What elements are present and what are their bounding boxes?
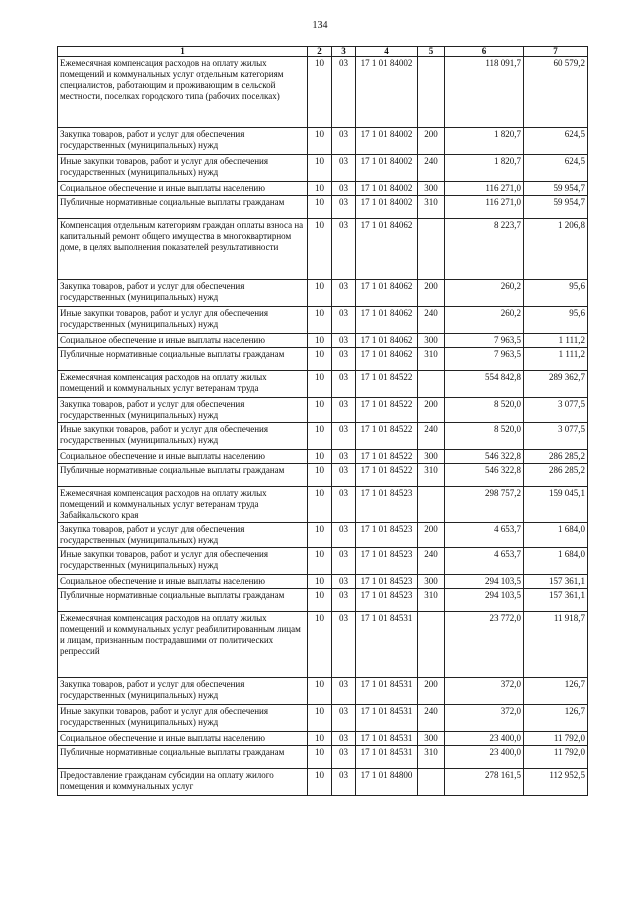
section-code: 10 — [308, 464, 332, 487]
subsection-code: 03 — [332, 732, 356, 746]
table-row — [58, 575, 588, 589]
expense-name: Социальное обеспечение и иные выплаты населению — [58, 182, 308, 196]
subsection-code: 03 — [332, 398, 356, 423]
section-code: 10 — [308, 487, 332, 523]
table-body — [58, 57, 588, 796]
column-header: 6 — [445, 47, 524, 57]
expense-type-code: 300 — [418, 575, 445, 589]
subsection-code: 03 — [332, 705, 356, 732]
subsection-code: 03 — [332, 450, 356, 464]
amount-col-6: 546 322,8 — [445, 450, 524, 464]
amount-col-7: 289 362,7 — [524, 371, 588, 398]
expense-name: Иные закупки товаров, работ и услуг для обеспечения государственных (муниципальных) нужд — [58, 548, 308, 575]
table-row — [58, 464, 588, 487]
subsection-code: 03 — [332, 678, 356, 705]
amount-col-7: 95,6 — [524, 307, 588, 334]
expense-type-code: 300 — [418, 334, 445, 348]
target-article-code: 17 1 01 84531 — [356, 746, 418, 769]
table-row — [58, 769, 588, 796]
expense-name: Ежемесячная компенсация расходов на оплату жилых помещений и коммунальных услуг реабилитированным лицам и лицам, признанным пострадавшими от политических репрессий — [58, 612, 308, 678]
amount-col-6: 294 103,5 — [445, 589, 524, 612]
expense-type-code: 200 — [418, 280, 445, 307]
amount-col-7: 1 684,0 — [524, 548, 588, 575]
expense-type-code — [418, 57, 445, 128]
amount-col-7: 11 792,0 — [524, 746, 588, 769]
column-header: 4 — [356, 47, 418, 57]
table-row — [58, 219, 588, 280]
expense-type-code — [418, 219, 445, 280]
amount-col-6: 116 271,0 — [445, 196, 524, 219]
target-article-code: 17 1 01 84002 — [356, 57, 418, 128]
amount-col-7: 95,6 — [524, 280, 588, 307]
page-number: 134 — [312, 20, 328, 31]
amount-col-7: 59 954,7 — [524, 182, 588, 196]
amount-col-6: 298 757,2 — [445, 487, 524, 523]
section-code: 10 — [308, 128, 332, 155]
table-row — [58, 548, 588, 575]
subsection-code: 03 — [332, 548, 356, 575]
subsection-code: 03 — [332, 612, 356, 678]
table-row — [58, 348, 588, 371]
expense-type-code: 300 — [418, 182, 445, 196]
expense-type-code: 310 — [418, 746, 445, 769]
expense-name: Закупка товаров, работ и услуг для обеспечения государственных (муниципальных) нужд — [58, 678, 308, 705]
subsection-code: 03 — [332, 155, 356, 182]
amount-col-6: 4 653,7 — [445, 523, 524, 548]
expense-name: Социальное обеспечение и иные выплаты населению — [58, 450, 308, 464]
expense-type-code: 310 — [418, 348, 445, 371]
budget-table — [57, 46, 588, 796]
expense-type-code: 300 — [418, 732, 445, 746]
section-code: 10 — [308, 371, 332, 398]
column-header: 2 — [308, 47, 332, 57]
amount-col-7: 286 285,2 — [524, 450, 588, 464]
target-article-code: 17 1 01 84531 — [356, 732, 418, 746]
expense-name: Социальное обеспечение и иные выплаты населению — [58, 732, 308, 746]
expense-name: Иные закупки товаров, работ и услуг для обеспечения государственных (муниципальных) нужд — [58, 705, 308, 732]
amount-col-6: 4 653,7 — [445, 548, 524, 575]
subsection-code: 03 — [332, 196, 356, 219]
section-code: 10 — [308, 548, 332, 575]
target-article-code: 17 1 01 84523 — [356, 523, 418, 548]
target-article-code: 17 1 01 84523 — [356, 487, 418, 523]
amount-col-7: 59 954,7 — [524, 196, 588, 219]
expense-name: Социальное обеспечение и иные выплаты населению — [58, 575, 308, 589]
table-row — [58, 450, 588, 464]
amount-col-6: 118 091,7 — [445, 57, 524, 128]
amount-col-6: 260,2 — [445, 280, 524, 307]
expense-name: Иные закупки товаров, работ и услуг для обеспечения государственных (муниципальных) нужд — [58, 307, 308, 334]
subsection-code: 03 — [332, 128, 356, 155]
section-code: 10 — [308, 280, 332, 307]
column-header: 7 — [524, 47, 588, 57]
expense-type-code: 200 — [418, 128, 445, 155]
table-row — [58, 487, 588, 523]
amount-col-6: 7 963,5 — [445, 348, 524, 371]
target-article-code: 17 1 01 84002 — [356, 182, 418, 196]
expense-type-code: 200 — [418, 523, 445, 548]
subsection-code: 03 — [332, 746, 356, 769]
amount-col-6: 23 400,0 — [445, 746, 524, 769]
expense-name: Публичные нормативные социальные выплаты гражданам — [58, 348, 308, 371]
target-article-code: 17 1 01 84062 — [356, 307, 418, 334]
subsection-code: 03 — [332, 769, 356, 796]
section-code: 10 — [308, 348, 332, 371]
amount-col-7: 1 111,2 — [524, 348, 588, 371]
table-row — [58, 589, 588, 612]
amount-col-7: 60 579,2 — [524, 57, 588, 128]
amount-col-6: 8 520,0 — [445, 423, 524, 450]
amount-col-6: 7 963,5 — [445, 334, 524, 348]
section-code: 10 — [308, 334, 332, 348]
expense-name: Публичные нормативные социальные выплаты гражданам — [58, 746, 308, 769]
subsection-code: 03 — [332, 589, 356, 612]
target-article-code: 17 1 01 84522 — [356, 450, 418, 464]
target-article-code: 17 1 01 84522 — [356, 464, 418, 487]
amount-col-7: 126,7 — [524, 678, 588, 705]
subsection-code: 03 — [332, 57, 356, 128]
expense-name: Закупка товаров, работ и услуг для обеспечения государственных (муниципальных) нужд — [58, 280, 308, 307]
table-row — [58, 334, 588, 348]
expense-type-code — [418, 371, 445, 398]
target-article-code: 17 1 01 84062 — [356, 219, 418, 280]
table-row — [58, 182, 588, 196]
target-article-code: 17 1 01 84522 — [356, 423, 418, 450]
target-article-code: 17 1 01 84002 — [356, 155, 418, 182]
subsection-code: 03 — [332, 348, 356, 371]
target-article-code: 17 1 01 84002 — [356, 128, 418, 155]
amount-col-6: 23 772,0 — [445, 612, 524, 678]
amount-col-6: 116 271,0 — [445, 182, 524, 196]
expense-type-code: 240 — [418, 548, 445, 575]
table-row — [58, 612, 588, 678]
expense-type-code: 310 — [418, 589, 445, 612]
amount-col-7: 159 045,1 — [524, 487, 588, 523]
target-article-code: 17 1 01 84062 — [356, 280, 418, 307]
table-row — [58, 307, 588, 334]
expense-name: Ежемесячная компенсация расходов на оплату жилых помещений и коммунальных услуг отдельным категориям специалистов, работающим и проживающим в сельской местности, поселках городского типа (рабочих поселках) — [58, 57, 308, 128]
amount-col-6: 23 400,0 — [445, 732, 524, 746]
amount-col-6: 1 820,7 — [445, 128, 524, 155]
amount-col-7: 3 077,5 — [524, 423, 588, 450]
amount-col-6: 260,2 — [445, 307, 524, 334]
section-code: 10 — [308, 746, 332, 769]
expense-type-code: 240 — [418, 705, 445, 732]
section-code: 10 — [308, 57, 332, 128]
amount-col-6: 294 103,5 — [445, 575, 524, 589]
expense-name: Закупка товаров, работ и услуг для обеспечения государственных (муниципальных) нужд — [58, 128, 308, 155]
expense-name: Социальное обеспечение и иные выплаты населению — [58, 334, 308, 348]
amount-col-6: 278 161,5 — [445, 769, 524, 796]
target-article-code: 17 1 01 84522 — [356, 371, 418, 398]
amount-col-7: 157 361,1 — [524, 575, 588, 589]
expense-name: Ежемесячная компенсация расходов на оплату жилых помещений и коммунальных услуг ветеранам труда Забайкальского края — [58, 487, 308, 523]
subsection-code: 03 — [332, 307, 356, 334]
amount-col-7: 3 077,5 — [524, 398, 588, 423]
table-row — [58, 371, 588, 398]
target-article-code: 17 1 01 84062 — [356, 348, 418, 371]
target-article-code: 17 1 01 84062 — [356, 334, 418, 348]
expense-name: Иные закупки товаров, работ и услуг для обеспечения государственных (муниципальных) нужд — [58, 423, 308, 450]
section-code: 10 — [308, 196, 332, 219]
section-code: 10 — [308, 450, 332, 464]
expense-name: Предоставление гражданам субсидии на оплату жилого помещения и коммунальных услуг — [58, 769, 308, 796]
amount-col-7: 1 111,2 — [524, 334, 588, 348]
expense-name: Ежемесячная компенсация расходов на оплату жилых помещений и коммунальных услуг ветеранам труда — [58, 371, 308, 398]
subsection-code: 03 — [332, 523, 356, 548]
amount-col-6: 8 223,7 — [445, 219, 524, 280]
table-row — [58, 196, 588, 219]
section-code: 10 — [308, 307, 332, 334]
amount-col-7: 1 206,8 — [524, 219, 588, 280]
expense-name: Публичные нормативные социальные выплаты гражданам — [58, 464, 308, 487]
subsection-code: 03 — [332, 334, 356, 348]
expense-name: Закупка товаров, работ и услуг для обеспечения государственных (муниципальных) нужд — [58, 523, 308, 548]
expense-type-code: 240 — [418, 423, 445, 450]
target-article-code: 17 1 01 84531 — [356, 612, 418, 678]
target-article-code: 17 1 01 84523 — [356, 575, 418, 589]
table-row — [58, 423, 588, 450]
amount-col-6: 546 322,8 — [445, 464, 524, 487]
section-code: 10 — [308, 769, 332, 796]
amount-col-7: 112 952,5 — [524, 769, 588, 796]
subsection-code: 03 — [332, 423, 356, 450]
expense-name: Компенсация отдельным категориям граждан оплаты взноса на капитальный ремонт общего имущества в многоквартирном доме, в целях выполнения показателей результативности — [58, 219, 308, 280]
expense-type-code: 300 — [418, 450, 445, 464]
expense-type-code — [418, 487, 445, 523]
table-row — [58, 155, 588, 182]
target-article-code: 17 1 01 84522 — [356, 398, 418, 423]
section-code: 10 — [308, 423, 332, 450]
amount-col-7: 126,7 — [524, 705, 588, 732]
target-article-code: 17 1 01 84002 — [356, 196, 418, 219]
section-code: 10 — [308, 219, 332, 280]
expense-name: Закупка товаров, работ и услуг для обеспечения государственных (муниципальных) нужд — [58, 398, 308, 423]
expense-name: Публичные нормативные социальные выплаты гражданам — [58, 589, 308, 612]
amount-col-7: 11 918,7 — [524, 612, 588, 678]
column-header: 5 — [418, 47, 445, 57]
target-article-code: 17 1 01 84531 — [356, 678, 418, 705]
target-article-code: 17 1 01 84523 — [356, 589, 418, 612]
expense-name: Публичные нормативные социальные выплаты гражданам — [58, 196, 308, 219]
table-row — [58, 705, 588, 732]
amount-col-7: 11 792,0 — [524, 732, 588, 746]
target-article-code: 17 1 01 84523 — [356, 548, 418, 575]
subsection-code: 03 — [332, 280, 356, 307]
table-row — [58, 128, 588, 155]
section-code: 10 — [308, 155, 332, 182]
amount-col-6: 554 842,8 — [445, 371, 524, 398]
section-code: 10 — [308, 678, 332, 705]
section-code: 10 — [308, 523, 332, 548]
expense-type-code: 310 — [418, 196, 445, 219]
amount-col-6: 1 820,7 — [445, 155, 524, 182]
amount-col-6: 8 520,0 — [445, 398, 524, 423]
section-code: 10 — [308, 589, 332, 612]
amount-col-7: 157 361,1 — [524, 589, 588, 612]
section-code: 10 — [308, 732, 332, 746]
expense-name: Иные закупки товаров, работ и услуг для обеспечения государственных (муниципальных) нужд — [58, 155, 308, 182]
subsection-code: 03 — [332, 464, 356, 487]
table-row — [58, 746, 588, 769]
expense-type-code: 200 — [418, 678, 445, 705]
subsection-code: 03 — [332, 575, 356, 589]
amount-col-6: 372,0 — [445, 678, 524, 705]
expense-type-code: 310 — [418, 464, 445, 487]
column-header-row — [58, 47, 588, 57]
table-row — [58, 732, 588, 746]
table-row — [58, 57, 588, 128]
section-code: 10 — [308, 705, 332, 732]
table-row — [58, 678, 588, 705]
subsection-code: 03 — [332, 487, 356, 523]
section-code: 10 — [308, 182, 332, 196]
section-code: 10 — [308, 398, 332, 423]
expense-type-code — [418, 612, 445, 678]
amount-col-6: 372,0 — [445, 705, 524, 732]
table-row — [58, 523, 588, 548]
subsection-code: 03 — [332, 182, 356, 196]
amount-col-7: 286 285,2 — [524, 464, 588, 487]
section-code: 10 — [308, 612, 332, 678]
amount-col-7: 1 684,0 — [524, 523, 588, 548]
column-header: 3 — [332, 47, 356, 57]
expense-type-code: 240 — [418, 307, 445, 334]
expense-type-code — [418, 769, 445, 796]
expense-type-code: 200 — [418, 398, 445, 423]
subsection-code: 03 — [332, 371, 356, 398]
expense-type-code: 240 — [418, 155, 445, 182]
amount-col-7: 624,5 — [524, 128, 588, 155]
column-header: 1 — [58, 47, 308, 57]
subsection-code: 03 — [332, 219, 356, 280]
table-row — [58, 398, 588, 423]
amount-col-7: 624,5 — [524, 155, 588, 182]
table-row — [58, 280, 588, 307]
target-article-code: 17 1 01 84800 — [356, 769, 418, 796]
section-code: 10 — [308, 575, 332, 589]
target-article-code: 17 1 01 84531 — [356, 705, 418, 732]
